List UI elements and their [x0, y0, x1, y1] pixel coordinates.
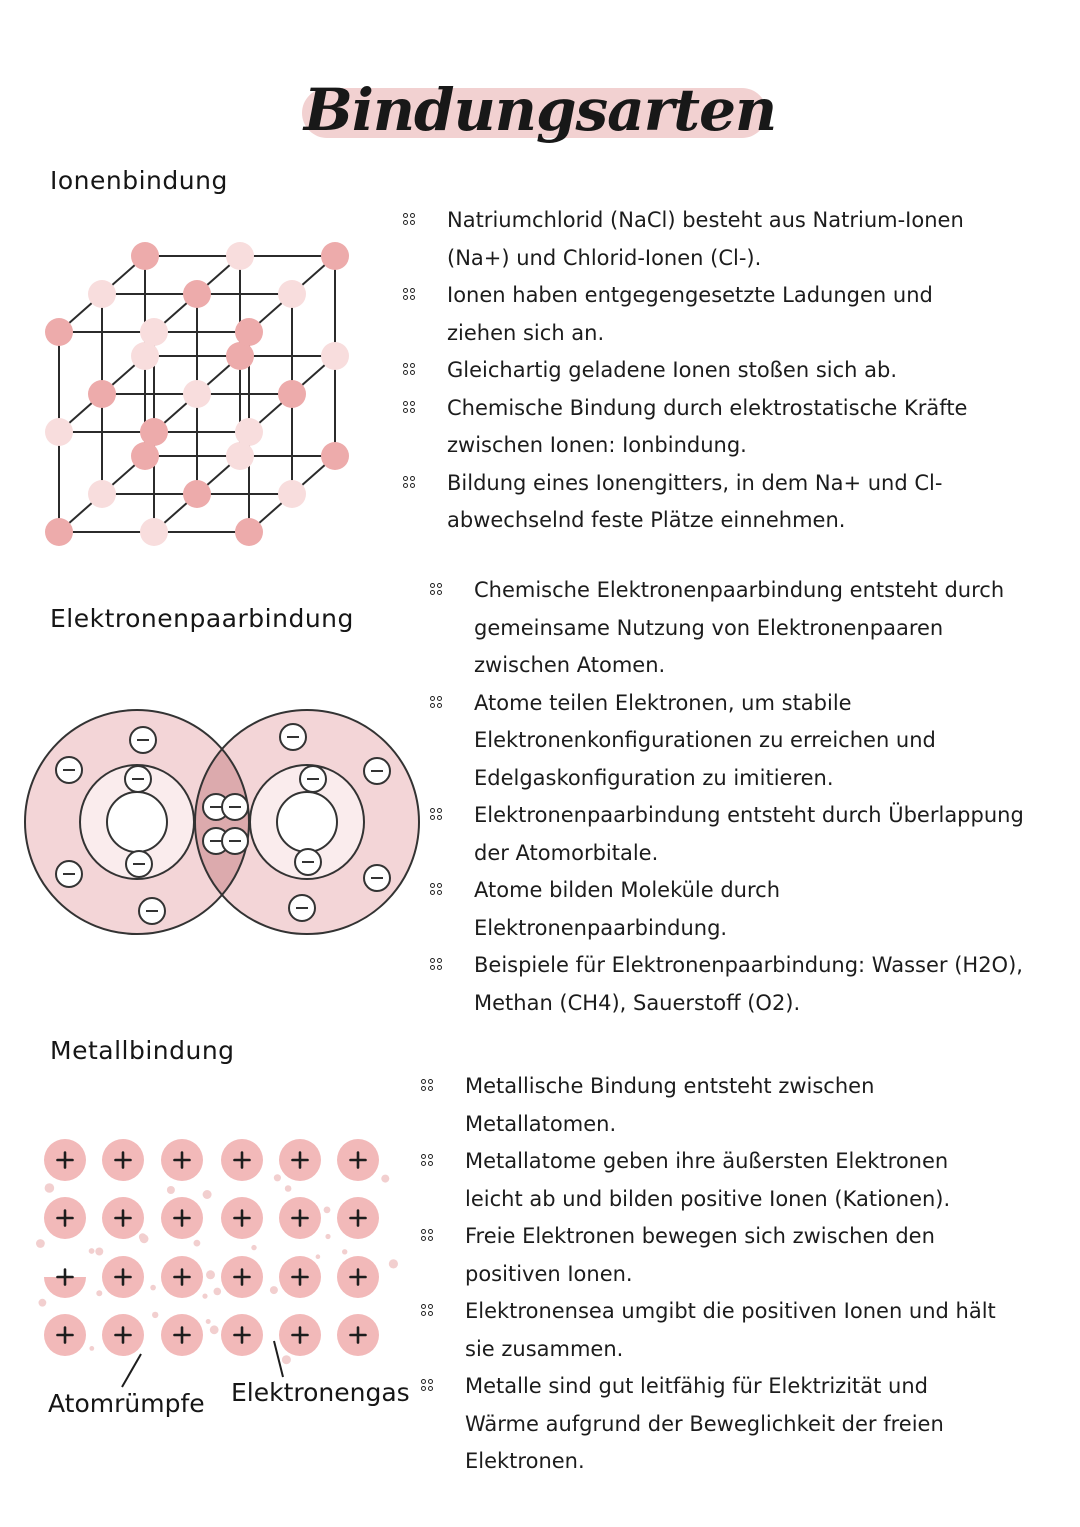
- bullet-line: ziehen sich an.: [447, 320, 605, 345]
- bullet-line: Ionen haben entgegengesetzte Ladungen und: [447, 283, 933, 307]
- flower-bullet-icon: [403, 213, 416, 226]
- bullet-line: Elektronen.: [465, 1449, 585, 1473]
- flower-bullet-icon: [421, 1379, 434, 1392]
- bullet-line: Methan (CH4), Sauerstoff (O2).: [474, 990, 801, 1015]
- label-atomruempfe: Atomrümpfe: [48, 1389, 205, 1418]
- bullet-line: (Na+) und Chlorid-Ionen (Cl-).: [447, 245, 762, 270]
- bullet-item: [430, 797, 1080, 872]
- bullet-text: [474, 685, 936, 798]
- flower-bullet-icon: [403, 401, 416, 414]
- bullet-line: Gleichartig geladene Ionen stoßen sich ab.: [447, 358, 897, 382]
- bullet-line: Edelgaskonfiguration zu imitieren.: [474, 765, 834, 790]
- bullet-text: [474, 872, 780, 947]
- bullet-line: Freie Elektronen bewegen sich zwischen den: [465, 1224, 935, 1248]
- bullet-text: [474, 572, 1004, 685]
- bullet-item: [430, 685, 1080, 798]
- bullet-line: sie zusammen.: [465, 1336, 624, 1361]
- bullet-item: [403, 352, 1063, 390]
- bullet-line: Metallische Bindung entsteht zwischen: [465, 1074, 875, 1098]
- bullet-text: [474, 797, 1024, 872]
- bullet-line: Beispiele für Elektronenpaarbindung: Wasser (H2O),: [474, 953, 1023, 977]
- bullet-item: [430, 572, 1080, 685]
- bullet-line: Bildung eines Ionengitters, in dem Na+ und Cl-: [447, 470, 943, 495]
- section-heading-elektronenpaarbindung: Elektronenpaarbindung: [50, 604, 354, 633]
- bullet-line: Metallatome geben ihre äußersten Elektronen: [465, 1149, 949, 1173]
- bullet-item: [403, 465, 1063, 540]
- bullet-line: Elektronensea umgibt die positiven Ionen und hält: [465, 1299, 996, 1323]
- bullet-item: [403, 277, 1063, 352]
- bullet-list-elektronenpaarbindung: [430, 572, 1080, 1022]
- flower-bullet-icon: [403, 476, 416, 489]
- electron-pair-diagram: [0, 690, 440, 960]
- bullet-line: abwechselnd feste Plätze einnehmen.: [447, 508, 846, 532]
- bullet-text: [465, 1143, 950, 1218]
- bullet-item: [421, 1218, 1080, 1293]
- section-heading-metallbindung: Metallbindung: [50, 1036, 235, 1065]
- bullet-text: [465, 1068, 874, 1143]
- bullet-text: [465, 1218, 935, 1293]
- bullet-text: [465, 1368, 944, 1481]
- bullet-item: [403, 390, 1063, 465]
- bullet-line: Elektronenpaarbindung.: [474, 915, 728, 940]
- bullet-line: Chemische Bindung durch elektrostatische Kräfte: [447, 395, 968, 420]
- section-heading-ionenbindung: Ionenbindung: [50, 166, 228, 195]
- label-elektronengas: Elektronengas: [231, 1378, 410, 1407]
- bullet-line: Metalle sind gut leitfähig für Elektrizität und: [465, 1374, 928, 1398]
- bullet-line: der Atomorbitale.: [474, 840, 659, 865]
- metal-lattice-diagram: [25, 1125, 415, 1400]
- bullet-line: Atome bilden Moleküle durch: [474, 878, 781, 902]
- ionic-lattice-diagram: [35, 238, 375, 558]
- flower-bullet-icon: [421, 1304, 434, 1317]
- bullet-item: [421, 1368, 1080, 1481]
- bullet-text: [447, 277, 933, 352]
- flower-bullet-icon: [421, 1079, 434, 1092]
- bullet-item: [403, 202, 1063, 277]
- bullet-line: Wärme aufgrund der Beweglichkeit der freien: [465, 1411, 944, 1436]
- bullet-line: Elektronenpaarbindung entsteht durch Überlappung: [474, 803, 1024, 827]
- bullet-item: [421, 1143, 1080, 1218]
- bullet-list-metallbindung: [421, 1068, 1080, 1481]
- bullet-item: [430, 947, 1080, 1022]
- page-title-wrap: [280, 62, 800, 162]
- bullet-text: [465, 1293, 996, 1368]
- bullet-line: leicht ab und bilden positive Ionen (Kationen).: [465, 1186, 951, 1211]
- bullet-line: gemeinsame Nutzung von Elektronenpaaren: [474, 615, 944, 640]
- bullet-text: [447, 465, 942, 540]
- flower-bullet-icon: [403, 288, 416, 301]
- bullet-line: Natriumchlorid (NaCl) besteht aus Natrium-Ionen: [447, 208, 964, 232]
- page-title: Bindungsarten: [303, 76, 777, 144]
- flower-bullet-icon: [421, 1154, 434, 1167]
- bullet-text: [474, 947, 1023, 1022]
- bullet-line: Metallatomen.: [465, 1111, 617, 1136]
- bullet-line: Atome teilen Elektronen, um stabile: [474, 690, 852, 715]
- bullet-item: [430, 872, 1080, 947]
- flower-bullet-icon: [421, 1229, 434, 1242]
- bullet-item: [421, 1068, 1080, 1143]
- bullet-line: positiven Ionen.: [465, 1261, 633, 1286]
- bullet-list-ionenbindung: [403, 202, 1063, 540]
- bullet-line: zwischen Ionen: Ionbindung.: [447, 433, 747, 457]
- bullet-line: Chemische Elektronenpaarbindung entsteht durch: [474, 578, 1005, 602]
- bullet-text: [447, 202, 964, 277]
- bullet-text: [447, 390, 967, 465]
- flower-bullet-icon: [403, 363, 416, 376]
- flower-bullet-icon: [430, 583, 443, 596]
- bullet-text: [447, 352, 897, 390]
- bullet-line: Elektronenkonfigurationen zu erreichen und: [474, 728, 936, 752]
- bullet-item: [421, 1293, 1080, 1368]
- bullet-line: zwischen Atomen.: [474, 653, 666, 677]
